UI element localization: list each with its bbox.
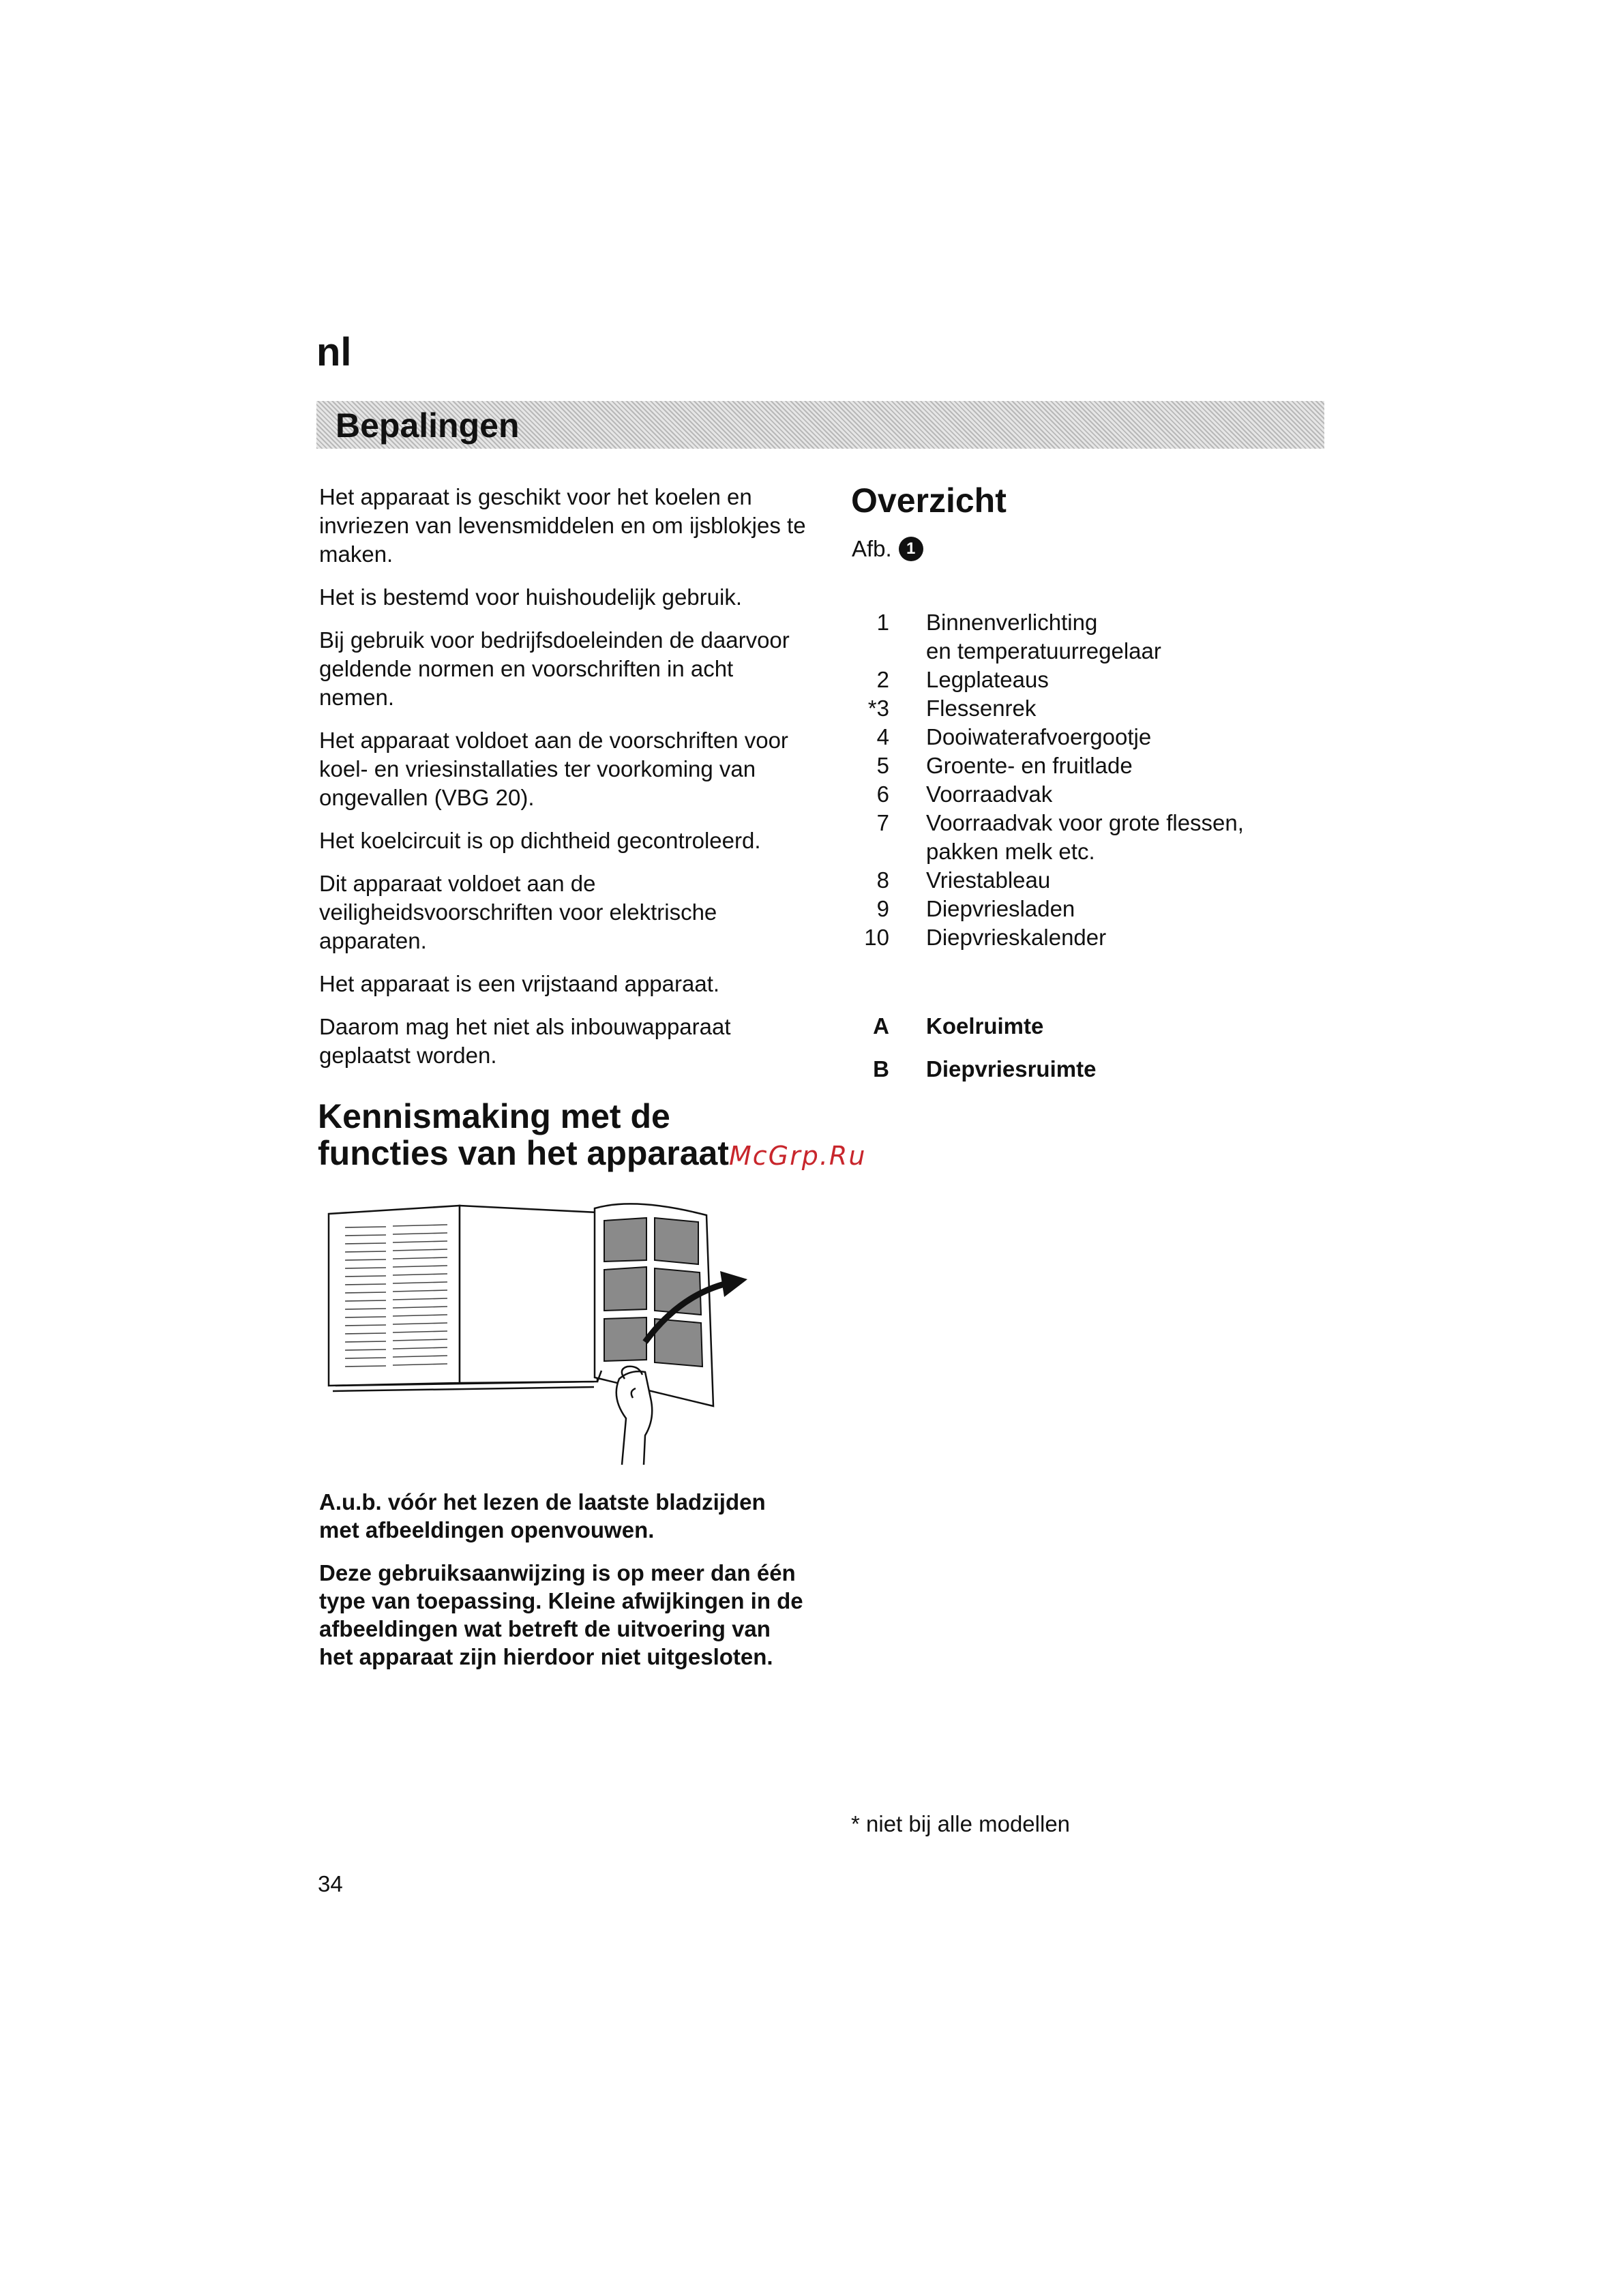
item-label: Voorraadvak xyxy=(926,781,1053,807)
section-banner xyxy=(316,401,1324,449)
list-item xyxy=(851,923,1369,952)
item-label: Flessenrek xyxy=(926,696,1037,721)
kennismaking-notes xyxy=(319,1488,810,1686)
list-item xyxy=(851,780,1369,809)
figure-label: Afb. xyxy=(852,536,892,561)
list-item xyxy=(851,666,1369,694)
room-letter: A xyxy=(873,1013,889,1039)
item-number: 5 xyxy=(876,753,889,778)
watermark: McGrp.Ru xyxy=(728,1141,867,1171)
note-paragraph: Deze gebruiksaanwijzing is op meer dan één type van toepassing. Kleine afwijkingen in de afbeeldingen wat betreft de uitvoering van het apparaat zijn hierdoor niet uitgesloten. xyxy=(319,1560,803,1669)
list-item xyxy=(851,751,1369,780)
list-item xyxy=(851,895,1369,923)
kennismaking-title xyxy=(318,1098,932,1174)
paragraph: Het apparaat voldoet aan de voorschriften voor koel- en vriesinstallaties ter voorkoming van ongevallen (VBG 20). xyxy=(319,728,788,810)
paragraph: Het is bestemd voor huishoudelijk gebruik. xyxy=(319,584,742,610)
item-label: Vriestableau xyxy=(926,867,1051,893)
room-label: Diepvriesruimte xyxy=(926,1056,1097,1082)
paragraph: Bij gebruik voor bedrijfsdoeleinden de daarvoor geldende normen en voorschriften in acht nemen. xyxy=(319,627,790,710)
list-item xyxy=(851,866,1369,895)
item-label: Dooiwaterafvoergootje xyxy=(926,724,1152,749)
banner-title: Bepalingen xyxy=(336,406,520,445)
paragraph: Het apparaat is geschikt voor het koelen en invriezen van levensmiddelen en om ijsblokjes te maken. xyxy=(319,484,806,567)
footnote: * niet bij alle modellen xyxy=(851,1811,1071,1836)
paragraph: Daarom mag het niet als inbouwapparaat geplaatst worden. xyxy=(319,1014,731,1068)
note-paragraph: A.u.b. vóór het lezen de laatste bladzijden met afbeeldingen openvouwen. xyxy=(319,1489,766,1542)
item-label: Voorraadvak voor grote flessen, pakken melk etc. xyxy=(926,810,1244,864)
list-item xyxy=(851,694,1369,723)
item-number: *3 xyxy=(867,696,889,721)
item-label: Diepvrieskalender xyxy=(926,925,1107,950)
paragraph: Het apparaat is een vrijstaand apparaat. xyxy=(319,971,720,996)
list-item xyxy=(851,809,1369,866)
item-label: Legplateaus xyxy=(926,667,1049,692)
page-number: 34 xyxy=(318,1871,343,1896)
item-number: 8 xyxy=(876,867,889,893)
list-item xyxy=(851,1055,1369,1084)
parts-list xyxy=(851,608,1369,952)
item-label: Diepvriesladen xyxy=(926,896,1075,921)
list-item xyxy=(851,608,1369,666)
figure-number-badge: 1 xyxy=(899,537,923,561)
item-label: Binnenverlichting en temperatuurregelaar xyxy=(926,610,1161,664)
item-label: Groente- en fruitlade xyxy=(926,753,1133,778)
room-label: Koelruimte xyxy=(926,1013,1044,1039)
kennismaking-title-line2: functies van het apparaat xyxy=(318,1134,729,1172)
paragraph: Dit apparaat voldoet aan de veiligheidsvoorschriften voor elektrische apparaten. xyxy=(319,871,717,953)
overzicht-title: Overzicht xyxy=(851,481,1007,520)
language-code: nl xyxy=(316,330,352,374)
item-number: 6 xyxy=(876,781,889,807)
room-letter: B xyxy=(873,1056,889,1082)
list-item xyxy=(851,1012,1369,1041)
list-item xyxy=(851,723,1369,751)
item-number: 1 xyxy=(876,610,889,635)
item-number: 7 xyxy=(876,810,889,835)
item-number: 10 xyxy=(864,925,889,950)
bepalingen-text xyxy=(319,483,810,1084)
item-number: 2 xyxy=(876,667,889,692)
manual-unfold-illustration xyxy=(325,1193,781,1466)
item-number: 9 xyxy=(876,896,889,921)
figure-reference xyxy=(852,535,923,563)
paragraph: Het koelcircuit is op dichtheid gecontroleerd. xyxy=(319,828,761,853)
item-number: 4 xyxy=(876,724,889,749)
kennismaking-title-line1: Kennismaking met de xyxy=(318,1097,670,1135)
rooms-list xyxy=(851,1012,1369,1098)
